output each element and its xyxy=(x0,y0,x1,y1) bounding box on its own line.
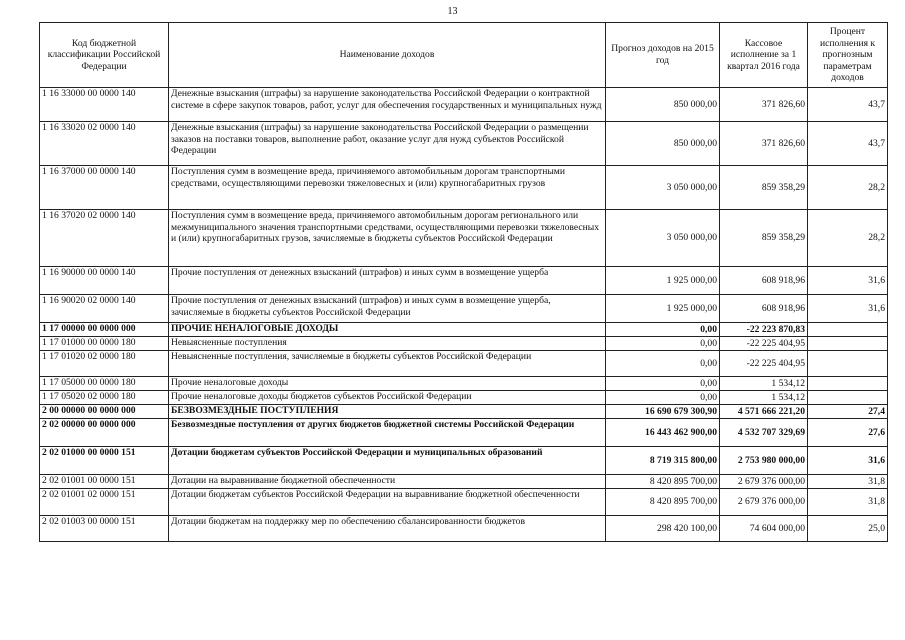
cell-code: 2 02 01000 00 0000 151 xyxy=(40,446,169,474)
cell-cash: 2 679 376 000,00 xyxy=(720,488,808,515)
cell-cash: 608 918,96 xyxy=(720,294,808,322)
table-row xyxy=(40,121,888,165)
table-row xyxy=(40,336,888,350)
cell-name: БЕЗВОЗМЕЗДНЫЕ ПОСТУПЛЕНИЯ xyxy=(169,404,606,418)
cell-cash: 371 826,60 xyxy=(720,87,808,121)
cell-name: Прочие неналоговые доходы бюджетов субъектов Российской Федерации xyxy=(169,390,606,404)
table-row xyxy=(40,294,888,322)
table-row xyxy=(40,350,888,376)
cell-forecast: 8 420 895 700,00 xyxy=(606,474,720,488)
table-row xyxy=(40,488,888,515)
cell-forecast: 3 050 000,00 xyxy=(606,209,720,266)
cell-cash: 859 358,29 xyxy=(720,165,808,209)
cell-forecast: 1 925 000,00 xyxy=(606,294,720,322)
table-row xyxy=(40,446,888,474)
table-row xyxy=(40,515,888,541)
cell-code: 1 16 33020 02 0000 140 xyxy=(40,121,169,165)
cell-code: 1 17 01000 00 0000 180 xyxy=(40,336,169,350)
table-row xyxy=(40,404,888,418)
cell-forecast: 298 420 100,00 xyxy=(606,515,720,541)
cell-percent: 31,6 xyxy=(808,266,888,294)
cell-forecast: 0,00 xyxy=(606,322,720,336)
cell-name: Поступления сумм в возмещение вреда, причиняемого автомобильным дорогам регионального или межмуниципального значения транспортными средствами, осуществляющими перевозки тяжеловесных и (или) крупногабаритных грузов, зачисляемые в бюджеты субъектов Российской Федерации xyxy=(169,209,606,266)
table-header-row xyxy=(40,23,888,88)
cell-percent: 31,6 xyxy=(808,446,888,474)
cell-code: 1 16 37020 02 0000 140 xyxy=(40,209,169,266)
cell-name: Дотации бюджетам субъектов Российской Федерации и муниципальных образований xyxy=(169,446,606,474)
header-forecast: Прогноз доходов на 2015 год xyxy=(606,23,720,88)
cell-percent: 43,7 xyxy=(808,87,888,121)
cell-forecast: 850 000,00 xyxy=(606,121,720,165)
table-row xyxy=(40,87,888,121)
cell-code: 1 16 90000 00 0000 140 xyxy=(40,266,169,294)
cell-percent xyxy=(808,322,888,336)
cell-cash: 608 918,96 xyxy=(720,266,808,294)
cell-name: Поступления сумм в возмещение вреда, причиняемого автомобильным дорогам транспортными средствами, осуществляющими перевозки тяжеловесных и (или) крупногабаритных грузов xyxy=(169,165,606,209)
cell-cash: 4 571 666 221,20 xyxy=(720,404,808,418)
cell-name: Невыясненные поступления xyxy=(169,336,606,350)
cell-forecast: 16 690 679 300,90 xyxy=(606,404,720,418)
cell-name: Денежные взыскания (штрафы) за нарушение законодательства Российской Федерации о контрактной системе в сфере закупок товаров, работ, услуг для обеспечения государственных и муниципальных нужд xyxy=(169,87,606,121)
cell-cash: -22 225 404,95 xyxy=(720,336,808,350)
cell-percent: 31,8 xyxy=(808,474,888,488)
cell-percent xyxy=(808,390,888,404)
income-table xyxy=(39,22,888,542)
cell-percent: 25,0 xyxy=(808,515,888,541)
cell-percent xyxy=(808,376,888,390)
cell-cash: 4 532 707 329,69 xyxy=(720,418,808,446)
cell-code: 2 02 01003 00 0000 151 xyxy=(40,515,169,541)
table-body xyxy=(40,87,888,541)
cell-code: 1 16 90020 02 0000 140 xyxy=(40,294,169,322)
cell-code: 2 02 01001 02 0000 151 xyxy=(40,488,169,515)
cell-code: 2 00 00000 00 0000 000 xyxy=(40,404,169,418)
cell-cash: 1 534,12 xyxy=(720,390,808,404)
page-number: 13 xyxy=(447,6,458,17)
cell-code: 1 16 37000 00 0000 140 xyxy=(40,165,169,209)
cell-code: 1 17 01020 02 0000 180 xyxy=(40,350,169,376)
cell-percent: 28,2 xyxy=(808,165,888,209)
cell-name: Прочие поступления от денежных взысканий (штрафов) и иных сумм в возмещение ущерба xyxy=(169,266,606,294)
cell-code: 2 02 00000 00 0000 000 xyxy=(40,418,169,446)
cell-percent: 28,2 xyxy=(808,209,888,266)
cell-name: Невыясненные поступления, зачисляемые в бюджеты субъектов Российской Федерации xyxy=(169,350,606,376)
cell-name: Прочие неналоговые доходы xyxy=(169,376,606,390)
cell-name: Прочие поступления от денежных взысканий (штрафов) и иных сумм в возмещение ущерба, зачисляемые в бюджеты субъектов Российской Федерации xyxy=(169,294,606,322)
cell-code: 1 17 00000 00 0000 000 xyxy=(40,322,169,336)
cell-code: 1 16 33000 00 0000 140 xyxy=(40,87,169,121)
table-row xyxy=(40,165,888,209)
cell-percent: 27,4 xyxy=(808,404,888,418)
cell-percent: 27,6 xyxy=(808,418,888,446)
cell-forecast: 3 050 000,00 xyxy=(606,165,720,209)
cell-code: 2 02 01001 00 0000 151 xyxy=(40,474,169,488)
cell-cash: 1 534,12 xyxy=(720,376,808,390)
header-name: Наименование доходов xyxy=(169,23,606,88)
cell-cash: 859 358,29 xyxy=(720,209,808,266)
cell-code: 1 17 05000 00 0000 180 xyxy=(40,376,169,390)
cell-percent: 31,8 xyxy=(808,488,888,515)
cell-cash: 2 679 376 000,00 xyxy=(720,474,808,488)
cell-cash: 74 604 000,00 xyxy=(720,515,808,541)
cell-percent xyxy=(808,350,888,376)
cell-name: Денежные взыскания (штрафы) за нарушение законодательства Российской Федерации о размещении заказов на поставки товаров, выполнение работ, оказание услуг для нужд субъектов Российской Федерации xyxy=(169,121,606,165)
cell-forecast: 8 719 315 800,00 xyxy=(606,446,720,474)
header-cash: Кассовое исполнение за 1 квартал 2016 года xyxy=(720,23,808,88)
cell-cash: 371 826,60 xyxy=(720,121,808,165)
cell-forecast: 0,00 xyxy=(606,350,720,376)
cell-forecast: 0,00 xyxy=(606,376,720,390)
cell-percent xyxy=(808,336,888,350)
cell-cash: 2 753 980 000,00 xyxy=(720,446,808,474)
table-row xyxy=(40,418,888,446)
table-row xyxy=(40,209,888,266)
cell-name: Дотации бюджетам на поддержку мер по обеспечению сбалансированности бюджетов xyxy=(169,515,606,541)
table-row xyxy=(40,390,888,404)
cell-name: Дотации бюджетам субъектов Российской Федерации на выравнивание бюджетной обеспеченности xyxy=(169,488,606,515)
cell-forecast: 1 925 000,00 xyxy=(606,266,720,294)
cell-name: ПРОЧИЕ НЕНАЛОГОВЫЕ ДОХОДЫ xyxy=(169,322,606,336)
cell-cash: -22 223 870,83 xyxy=(720,322,808,336)
cell-cash: -22 225 404,95 xyxy=(720,350,808,376)
cell-name: Безвозмездные поступления от других бюджетов бюджетной системы Российской Федерации xyxy=(169,418,606,446)
cell-percent: 43,7 xyxy=(808,121,888,165)
cell-forecast: 8 420 895 700,00 xyxy=(606,488,720,515)
table-row xyxy=(40,474,888,488)
header-code: Код бюджетной классификации Российской Федерации xyxy=(40,23,169,88)
cell-forecast: 0,00 xyxy=(606,336,720,350)
table-row xyxy=(40,322,888,336)
cell-code: 1 17 05020 02 0000 180 xyxy=(40,390,169,404)
cell-forecast: 850 000,00 xyxy=(606,87,720,121)
cell-percent: 31,6 xyxy=(808,294,888,322)
cell-forecast: 0,00 xyxy=(606,390,720,404)
table-row xyxy=(40,266,888,294)
header-percent: Процент исполнения к прогнозным параметрам доходов xyxy=(808,23,888,88)
cell-name: Дотации на выравнивание бюджетной обеспеченности xyxy=(169,474,606,488)
table-row xyxy=(40,376,888,390)
cell-forecast: 16 443 462 900,00 xyxy=(606,418,720,446)
